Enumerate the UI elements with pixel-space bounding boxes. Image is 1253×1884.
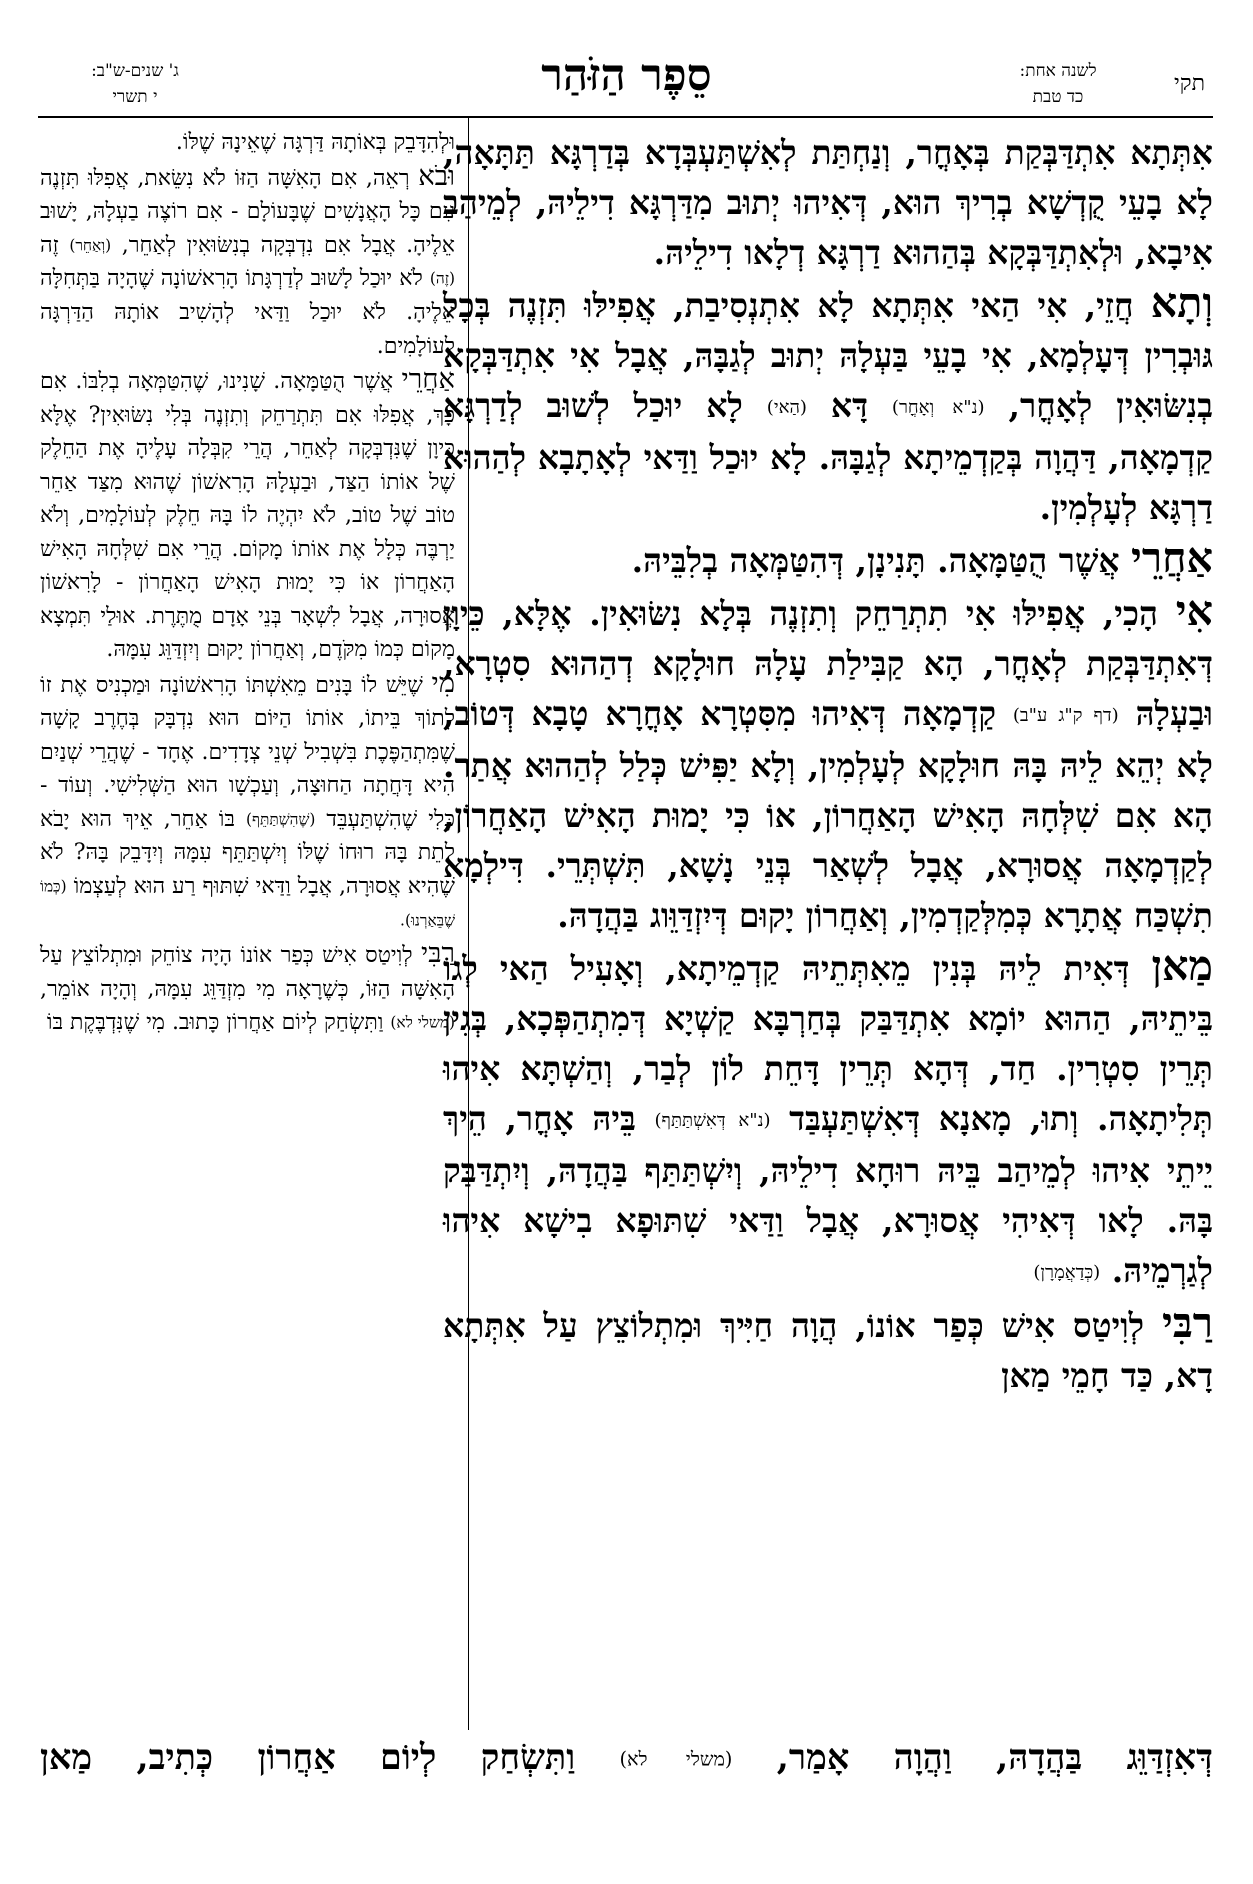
- opening-word: וּבֹא: [418, 159, 455, 192]
- aramaic-paragraph-1: [443, 128, 1213, 278]
- opening-word: רַבִּי: [421, 937, 455, 970]
- translation-text: וַתִּשְׂחַק לְיוֹם אַחֲרוֹן כָּתוּב. מִי שֶׁנִּדְבֶּקֶת בּוֹ: [46, 1010, 391, 1036]
- cross-reference-note: (כְּדַאֲמָרָן): [1033, 1262, 1101, 1283]
- aramaic-paragraph-3: [443, 533, 1213, 586]
- aramaic-text: דְּאִזְדַּוֵּג בַּהֲדָהּ, וַהֲוָה אָמַר,: [776, 1737, 1213, 1778]
- header-three-year-label: ג' שנים-ש"ב:: [91, 61, 179, 81]
- translation-paragraph-1: [40, 126, 455, 160]
- opening-word: רַבִּי: [1162, 1298, 1213, 1347]
- header-one-year-date: כד טבת: [1032, 87, 1084, 107]
- variant-note: (נ"א וְאָחֳר): [891, 397, 985, 418]
- variant-note: (נ"א דְּאִשְׁתַּתַּף): [654, 1110, 771, 1131]
- translation-text: רְאֵה, אִם הָאִשָּׁה הַזּוֹ לֹא נִשֵּׂאת, אֲפִלּוּ תִּזְנֶה עִם כָּל הָאֲנָשִׁים שֶׁבָּעוֹלָם - אִם רוֹצֶה בַעְלָהּ, יָשׁוּב אֵלֶיהָ. אֲבָל אִם נִדְבְּקָה בְנִשּׂוּאִין לְאַחֵר,: [40, 165, 455, 258]
- translation-text: לֹא יוּכַל לָשׁוּב לְדַרְגָּתוֹ הָרִאשׁוֹנָה שֶׁהָיָה בַּתְּחִלָּה אֵלֶיהָ. לֹא יוּכַל וַדַּאי לְהָשִׁיב אוֹתָהּ הַדַּרְגָּה לְעוֹלָמִים.: [40, 266, 455, 359]
- hebrew-translation-column: [40, 126, 455, 1040]
- aramaic-text: לְוִיטַס אִישׁ כְּפַר אוֹנוֹ, הֲוָה חַיִּיךְ וּמִתְלוֹצֵץ עַל אִתְּתָא דָא, כַּד חָמֵי מַאן: [443, 1306, 1213, 1395]
- aramaic-text: דָּא: [806, 386, 892, 425]
- translation-paragraph-3: [40, 363, 455, 667]
- aramaic-paragraph-4: [443, 586, 1213, 941]
- header-divider: [38, 116, 1213, 118]
- translation-text: בּוֹ אַחֵר, אֵיךְ הוּא יָבֹא לָתֵת בָּהּ רוּחוֹ שֶׁלּוֹ וְיִשְׁתַּתֵּף עִמָּהּ וְיִדָּבֵק בָּהּ? לֹא שֶׁהִיא אֲסוּרָה, אֲבָל וַדַּאי שִׁתּוּף רַע הוּא לְעַצְמוֹ: [40, 806, 455, 899]
- header-one-year-label: לשנה אחת:: [1019, 61, 1097, 81]
- aramaic-text: קַדְמָאָה דְּאִיהוּ מִסִּטְרָא אָחֳרָא טָבָא דְּטוֹב, לָא יְהֵא לֵיהּ בָּהּ חוּלָקָא לְעָלְמִין, וְלָא יַפִּישׁ כְּלַל לְהַהוּא אֲתַר. הָא אִם שִׁלְּחָהּ הָאִישׁ הָאַחֲרוֹן, אוֹ כִּי יָמוּת הָאִישׁ הָאַחֲרוֹן, לְקַדְמָאָה אֲסוּרָא, אֲבָל לְשְׁאַר בְּנֵי נָשָׁא, תִּשְׁתְּרֵי. דִּילְמָא תִשְׁכַּח אֲתָרָא כְּמִלְּקַדְמִין, וְאַחֲרוֹן יָקוּם דְּיִזְדַּוֵּוג בַּהֲדָהּ.: [443, 694, 1213, 935]
- verse-reference-note: (משלי לא): [390, 1013, 455, 1032]
- translation-text: שֶׁיֵּשׁ לוֹ בָּנִים מֵאִשְׁתּוֹ הָרִאשׁוֹנָה וּמַכְנִיס אֶת זוֹ לְתוֹךְ בֵּיתוֹ, אוֹתוֹ הַיּוֹם הוּא נִדְבָּק בְּחֶרֶב קָשָׁה שֶׁמִּתְהַפֶּכֶת בִּשְׁבִיל שְׁנֵי צְדָדִים. אֶחָד - שֶׁהֲרֵי שְׁנַיִם הִיא דָּחֲתָה הַחוּצָה, וְעַכְשָׁו הוּא הַשְּׁלִישִׁי. וְעוֹד - כְּלִי שֶׁהִשְׁתַּעְבֵּד: [40, 672, 456, 832]
- variant-note: (שֶׁהִשְׁתַּתֵּף): [245, 809, 316, 828]
- aramaic-text: חֲזֵי, אִי הַאי אִתְּתָא לָא אִתְנְסִיבַת, אֲפִילּוּ תִּזְנֶה בְּכָל גּוּבְרִין דְּעָלְמָא, אִי בָעֵי בַּעְלָהּ יְתוּב לְגַבָּהּ, אֲבָל אִי אִתְדַּבְּקָא בְנִשּׂוּאִין לְאָחֳר,: [443, 286, 1213, 425]
- aramaic-text: אִתְּתָא אִתְדַּבְּקַת בְּאָחֳר, וְנַחְתַּת לְאִשְׁתַּעְבְּדָא בְּדַרְגָּא תַּתָּאָה, לָא בָעֵי קֻדְשָׁא בְרִיךְ הוּא, דְּאִיהוּ יְתוּב מִדַּרְגָּא דִילֵיהּ, לְמֵיהַב אִיבָא, וּלְאִתְדַּבְּקָא בְּהַהוּא דַרְגָּא דְלָאו דִילֵיהּ.: [443, 133, 1213, 272]
- page-title: סֵפֶר הַזֹּהַר: [541, 50, 712, 101]
- aramaic-text: לָא יוּכַל לְשׁוּב לְדַרְגָּא קַדְמָאָה, דַּהֲוָה בְּקַדְמֵיתָא לְגַבָּהּ. לָא יוּכַל וַדַּאי לְאָתָבָא לְהַהוּא דַרְגָּא לְעָלְמִין.: [443, 386, 1213, 527]
- header-tikunei: תקי: [1174, 71, 1205, 96]
- opening-word: וְתָא: [1150, 278, 1213, 327]
- translation-text: זֶה: [40, 232, 70, 258]
- opening-word: מַאן: [1151, 941, 1213, 990]
- aramaic-text: אֲשֶׁר הֻטַּמָּאָה. תָּנִינָן, דְּהִטַּמְּאָה בְלִבֵּיהּ.: [631, 541, 1132, 580]
- page-reference-note: (דף ק"ג ע"ב): [1012, 705, 1119, 726]
- header-three-year-schedule: [40, 58, 230, 110]
- translation-paragraph-5: [40, 937, 455, 1040]
- translation-paragraph-2: [40, 160, 455, 364]
- header-three-year-date: י תשרי: [112, 87, 158, 107]
- translation-text: לְוִיטַס אִישׁ כְּפַר אוֹנוֹ הָיָה צוֹחֵק וּמִתְלוֹצֵץ עַל הָאִשָּׁה הַזּוֹ, כְּשֶׁרָאָה מִי מִזְדַּוֵּג עִמָּהּ, וְהָיָה אוֹמֵר,: [40, 943, 455, 1002]
- opening-word: אִי: [1175, 586, 1213, 635]
- aramaic-text: הָכִי, אֲפִילּוּ אִי תִתְרַחֵק וְתִזְנֶה בְּלָא נִשּׂוּאִין. אֶלָּא, כֵּיוָן דְּאִתְדַּבְּקַת לְאָחֳר, הָא קַבִּילַת עָלָהּ חוּלָקָא דְהַהוּא סִטְרָא, וּבַעְלָהּ: [443, 594, 1214, 733]
- aramaic-paragraph-5: [443, 941, 1213, 1298]
- verse-reference-note: (משלי לא): [619, 1747, 733, 1771]
- aramaic-text: וַתִּשְׂחַק לְיוֹם אַחֲרוֹן כְּתִיב, מַאן: [40, 1737, 620, 1778]
- bottom-full-width-line: [40, 1732, 1213, 1786]
- cross-reference-note: (כְּמוֹ שֶׁבֵּאַרְנוּ).: [40, 877, 455, 929]
- aramaic-text: דְּאִית לֵיהּ בְּנִין מֵאִתְּתֵיהּ קַדְמֵיתָא, וְאָעִיל הַאי לְגוֹ בֵּיתֵיהּ, הַהוּא יוֹמָא אִתְדַּבַּק בְּחַרְבָּא קַשְׁיָא דְּמִתְהַפְּכָא, בְּגִין תְּרֵין סִטְרִין. חַד, דְּהָא תְּרֵין דָּחֵת לוֹן לְבַר, וְהַשְׁתָּא אִיהוּ תְּלִיתָאָה. וְתוּ, מָאנָא דְּאִשְׁתַּעְבַּד: [443, 949, 1214, 1138]
- translation-text: וּלְהִדָּבֵק בְּאוֹתָהּ דַּרְגָּה שֶׁאֵינָהּ שֶׁלּוֹ.: [175, 130, 455, 155]
- variant-note: (וְאַחֵר): [69, 235, 112, 254]
- translation-text: אֲשֶׁר הֻטַּמָּאָה. שָׁנִינוּ, שֶׁהִטַּמְּאָה בְלִבּוֹ. אִם כָּךְ, אֲפִלּוּ אִם תִּתְרַחֵק וְתִזְנֶה בְּלִי נִשּׂוּאִין? אֶלָּא כֵּיוָן שֶׁנִּדְבְּקָה לְאַחֵר, הֲרֵי קִבְּלָה עָלֶיהָ אֶת הַחֵלֶק שֶׁל אוֹתוֹ הַצַּד, וּבַעְלָהּ הָרִאשׁוֹן שֶׁהוּא מִצַּד אַחֵר טוֹב שֶׁל טוֹב, לֹא יִהְיֶה לוֹ בָּהּ חֵלֶק לְעוֹלָמִים, וְלֹא יַרְבֶּה כְּלָל אֶת אוֹתוֹ מָקוֹם. הֲרֵי אִם שִׁלְּחָהּ הָאִישׁ הָאַחֲרוֹן אוֹ כִּי יָמוּת הָאִישׁ הָאַחֲרוֹן - לָרִאשׁוֹן אֲסוּרָה, אֲבָל לִשְׁאָר בְּנֵי אָדָם מֻתֶּרֶת. אוּלַי תִּמְצָא מָקוֹם כְּמוֹ מִקֹּדֶם, וְאַחֲרוֹן יָקוּם וְיִזְדַּוֵּג עִמָּהּ.: [40, 369, 455, 662]
- opening-word: אַחֲרֵי: [1131, 533, 1213, 582]
- opening-word: מִי: [431, 666, 455, 699]
- aramaic-paragraph-6: [443, 1298, 1213, 1401]
- variant-note: (זֶה): [429, 269, 455, 288]
- opening-word: אַחֲרֵי: [401, 363, 455, 395]
- aramaic-text: בֵּיהּ אָחֳר, הֵיךְ יֵיתֵי אִיהוּ לְמֵיהַב בֵּיהּ רוּחָא דִילֵיהּ, וְיִשְׁתַּתַּף בַּהֲדָהּ, וְיִתְדַּבַּק בָּהּ. לָאו דְּאִיהִי אֲסוּרָא, אֲבָל וַדַּאי שִׁתּוּפָא בִישָׁא אִיהוּ לְגַרְמֵיהּ.: [443, 1099, 1213, 1290]
- aramaic-column: [443, 128, 1213, 1401]
- translation-paragraph-4: [40, 667, 455, 938]
- variant-note: (הַאי): [766, 397, 807, 418]
- aramaic-paragraph-2: [443, 278, 1213, 533]
